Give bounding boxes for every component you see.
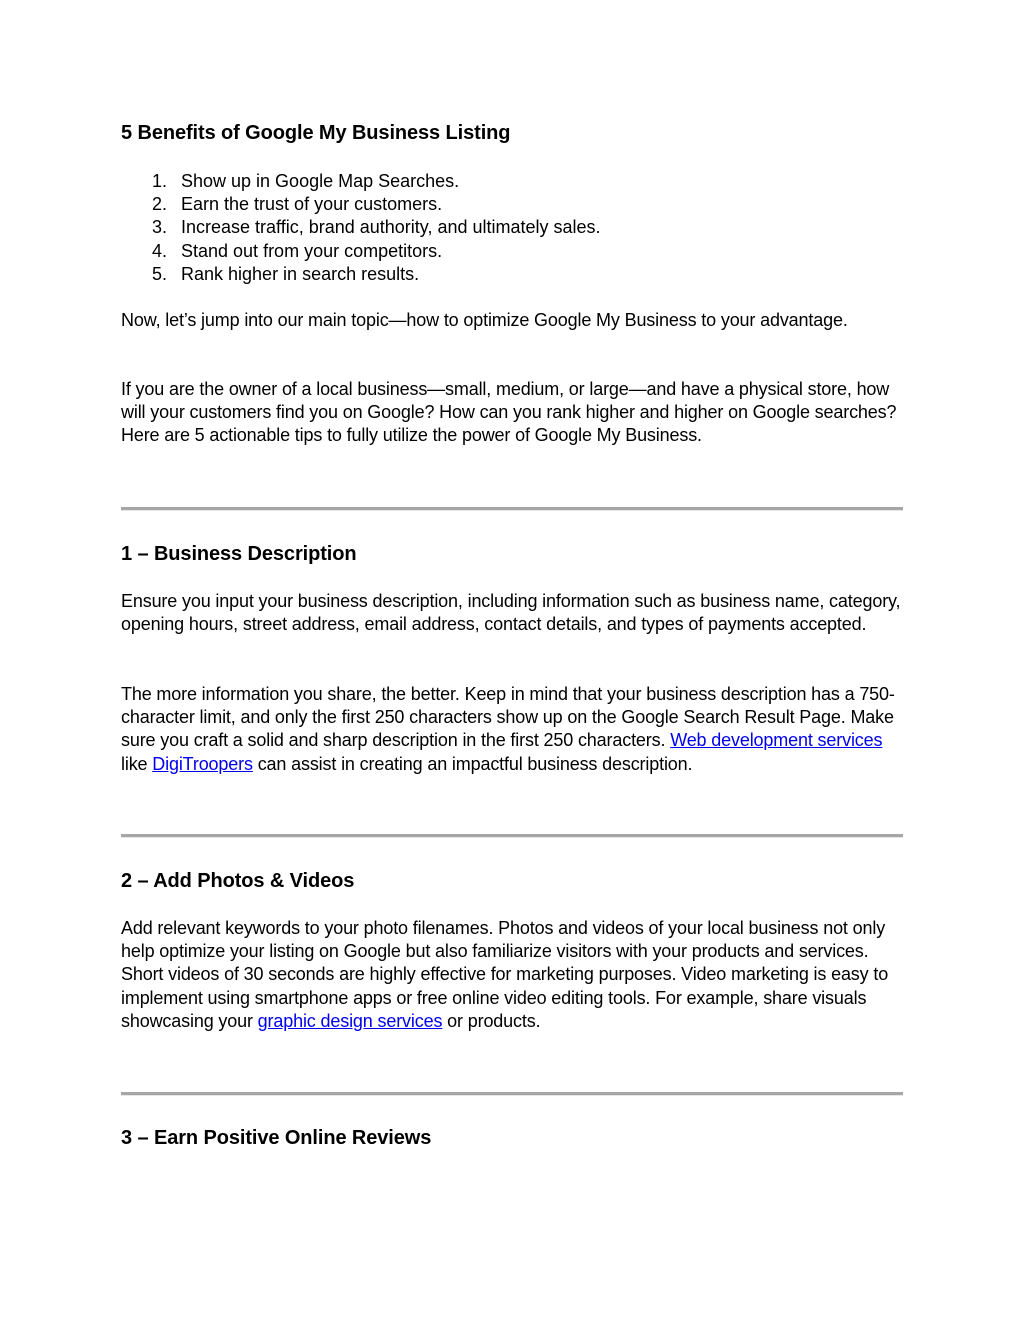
benefits-list — [121, 170, 601, 286]
list-item-text: Stand out from your competitors. — [181, 240, 443, 261]
section-heading-photos-videos: 2 – Add Photos & Videos — [121, 870, 355, 892]
horizontal-rule — [121, 1092, 903, 1096]
list-number: 3. — [152, 217, 168, 238]
paragraph-text: The more information you share, the better. Keep in mind that your business description has a 750-character limit, and only the first 250 characters show up on the Google Search Result Page. Make sure you craft a solid and sharp description in the first 250 characters. — [121, 684, 895, 751]
horizontal-rule — [121, 834, 903, 838]
section-heading-business-description: 1 – Business Description — [121, 543, 357, 565]
list-number: 4. — [152, 240, 168, 261]
list-number: 2. — [152, 194, 168, 215]
list-item-text: Increase traffic, brand authority, and ultimately sales. — [181, 217, 601, 238]
paragraph-text: can assist in creating an impactful business description. — [252, 753, 693, 774]
section-2-paragraph-1 — [121, 917, 911, 1033]
list-item — [121, 193, 601, 216]
list-item — [121, 263, 601, 286]
list-item-text: Earn the trust of your customers. — [181, 194, 443, 215]
intro-paragraph-2: If you are the owner of a local business—small, medium, or large—and have a physical store, how will your customers find you on Google? How can you rank higher and higher on Google searches? Here are 5 actionable tips to fully utilize the power of Google My Business. — [121, 379, 897, 446]
paragraph-text: Add relevant keywords to your photo filenames. Photos and videos of your local business not only help optimize your listing on Google but also familiarize visitors with your products and services. Short videos of 30 seconds are highly effective for marketing purposes. Video marketing is easy to implement using smartphone apps or free online video editing tools. For example, share visuals showcasing your — [121, 918, 889, 1031]
web-development-services-link[interactable]: Web development services — [670, 730, 883, 751]
intro-paragraph-1: Now, let’s jump into our main topic—how to optimize Google My Business to your advantage. — [121, 310, 848, 330]
paragraph-text: like — [121, 753, 153, 774]
horizontal-rule — [121, 507, 903, 511]
digitroopers-link[interactable]: DigiTroopers — [152, 753, 253, 774]
section-heading-online-reviews: 3 – Earn Positive Online Reviews — [121, 1127, 432, 1149]
paragraph-text: or products. — [442, 1010, 541, 1031]
list-item — [121, 216, 601, 239]
section-1-paragraph-2 — [121, 683, 911, 776]
list-item — [121, 170, 601, 193]
section-1-paragraph-1: Ensure you input your business description, including information such as business name, category, opening hours, street address, email address, contact details, and types of payments accepted. — [121, 591, 901, 635]
list-number: 1. — [152, 171, 168, 191]
list-item-text: Rank higher in search results. — [181, 263, 420, 284]
page-title: 5 Benefits of Google My Business Listing — [121, 122, 511, 144]
graphic-design-services-link[interactable]: graphic design services — [257, 1010, 443, 1031]
list-number: 5. — [152, 263, 168, 284]
list-item-text: Show up in Google Map Searches. — [181, 171, 460, 191]
list-item — [121, 240, 601, 263]
